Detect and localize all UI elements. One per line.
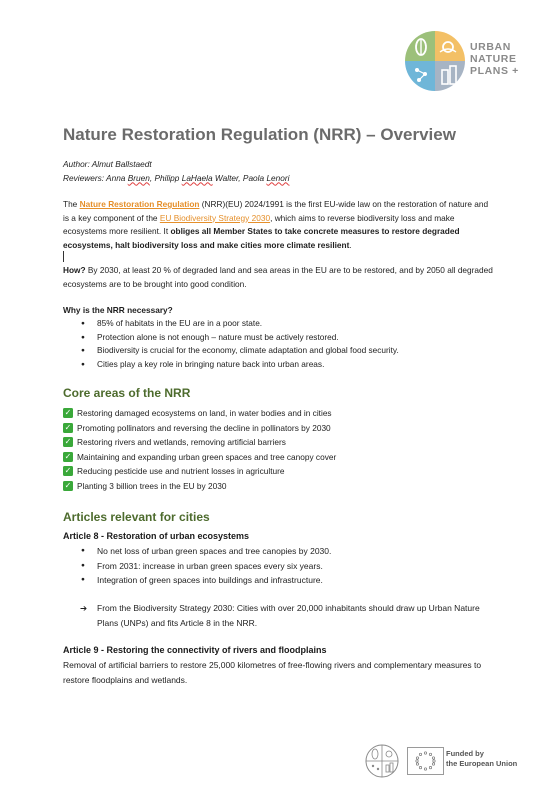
article-8-note-text: From the Biodiversity Strategy 2030: Cities with over 20,000 inhabitants should draw up Urban Nature Plans (UNPs) and fits Article 8 in the NRR.	[97, 603, 480, 628]
reviewer-text: Walter, Paola	[212, 172, 267, 183]
eu-flag-icon	[407, 747, 444, 775]
brand-line-1: URBAN	[470, 41, 511, 53]
intro-text: , which aims to reverse biodiversity loss and make ecosystems more resilient. It	[63, 212, 455, 236]
author-line: Author: Almut Ballstaedt	[63, 159, 152, 169]
reviewer-text: , Philipp	[149, 172, 182, 183]
check-icon: ✓	[64, 422, 72, 432]
list-item-text: Promoting pollinators and reversing the decline in pollinators by 2030	[77, 422, 331, 433]
core-areas-heading: Core areas of the NRR	[63, 386, 191, 400]
authors-block	[63, 158, 290, 185]
list-item	[63, 450, 336, 465]
why-list	[97, 317, 399, 371]
intro-bold-text: obliges all Member States to take concrete measures to restore degraded ecosystems, halt biodiversity loss and make cities more climate resilient	[63, 226, 460, 250]
check-icon: ✓	[64, 451, 72, 461]
article-9-text: Removal of artificial barriers to restore 25,000 kilometres of free-flowing rivers and complementary measures to restore floodplains and wetlands.	[63, 660, 482, 685]
funded-by-eu-text	[446, 749, 517, 769]
list-item: ● 85% of habitats in the EU are in a poor state.	[97, 317, 399, 331]
reviewer-text: Anna	[106, 172, 128, 183]
nrr-link[interactable]: Nature Restoration Regulation	[79, 199, 200, 209]
list-item: ● From 2031: increase in urban green spaces every six years.	[97, 559, 331, 574]
text-cursor	[63, 251, 64, 262]
list-item-text: Restoring rivers and wetlands, removing artificial barriers	[77, 437, 286, 448]
why-heading: Why is the NRR necessary?	[63, 305, 173, 315]
articles-heading: Articles relevant for cities	[63, 510, 210, 524]
urban-nature-plans-logo	[404, 30, 466, 92]
list-item-text: Planting 3 billion trees in the EU by 2030	[77, 480, 227, 491]
footer-project-logo	[365, 744, 399, 778]
biodiversity-strategy-link[interactable]: EU Biodiversity Strategy 2030	[159, 212, 271, 223]
list-item	[63, 479, 336, 494]
reviewers-line	[63, 172, 290, 186]
reviewers-label: Reviewers:	[63, 172, 107, 183]
list-item	[63, 421, 336, 436]
article-9-heading: Article 9 - Restoring the connectivity of rivers and floodplains	[63, 645, 327, 655]
list-item: ● Protection alone is not enough – nature must be actively restored.	[97, 331, 399, 345]
arrow-right-icon: ➔	[80, 603, 88, 613]
list-item	[63, 435, 336, 450]
intro-text: .	[349, 239, 352, 250]
list-item: ● Biodiversity is crucial for the economy, climate adaptation and global food security.	[97, 344, 399, 358]
list-item	[63, 406, 336, 421]
intro-text: (NRR)(EU) 2024/1991 is the first EU-wide law on the restoration of nature and is a key component of the	[63, 199, 489, 223]
reviewer-name-misspelled: Lenori	[266, 172, 290, 183]
funded-line-1: Funded by	[446, 749, 484, 758]
list-item-text: Restoring damaged ecosystems on land, in water bodies and in cities	[77, 408, 332, 419]
brand-wordmark	[470, 41, 519, 77]
brand-line-2: NATURE	[470, 53, 517, 65]
list-item-text: Reducing pesticide use and nutrient losses in agriculture	[77, 466, 285, 477]
page-title: Nature Restoration Regulation (NRR) – Overview	[63, 125, 456, 144]
check-icon: ✓	[64, 408, 72, 418]
check-icon: ✓	[64, 437, 72, 447]
list-item: ● No net loss of urban green spaces and tree canopies by 2030.	[97, 544, 331, 559]
article-8-heading: Article 8 - Restoration of urban ecosystems	[63, 531, 250, 541]
article-8-note	[80, 601, 490, 631]
intro-text: The	[63, 199, 80, 209]
funded-line-2: the European Union	[446, 759, 518, 768]
list-item-text: Maintaining and expanding urban green spaces and tree canopy cover	[77, 451, 337, 462]
how-paragraph	[63, 264, 493, 291]
core-areas-list	[63, 406, 336, 493]
reviewer-name-misspelled: Bruen	[127, 172, 150, 183]
list-item: ● Cities play a key role in bringing nature back into urban areas.	[97, 358, 399, 372]
article-8-list	[97, 544, 331, 588]
intro-paragraph	[63, 198, 493, 252]
list-item	[63, 464, 336, 479]
list-item: ● Integration of green spaces into buildings and infrastructure.	[97, 573, 331, 588]
how-text: By 2030, at least 20 % of degraded land and sea areas in the EU are to be restored, and by 2050 all degraded ecosystems are to be brought into good condition.	[63, 265, 493, 289]
check-icon: ✓	[64, 466, 72, 476]
how-label: How?	[63, 265, 86, 275]
check-icon: ✓	[64, 480, 72, 490]
brand-line-3: PLANS +	[470, 65, 519, 77]
reviewer-name-misspelled: LaHaela	[181, 172, 213, 183]
